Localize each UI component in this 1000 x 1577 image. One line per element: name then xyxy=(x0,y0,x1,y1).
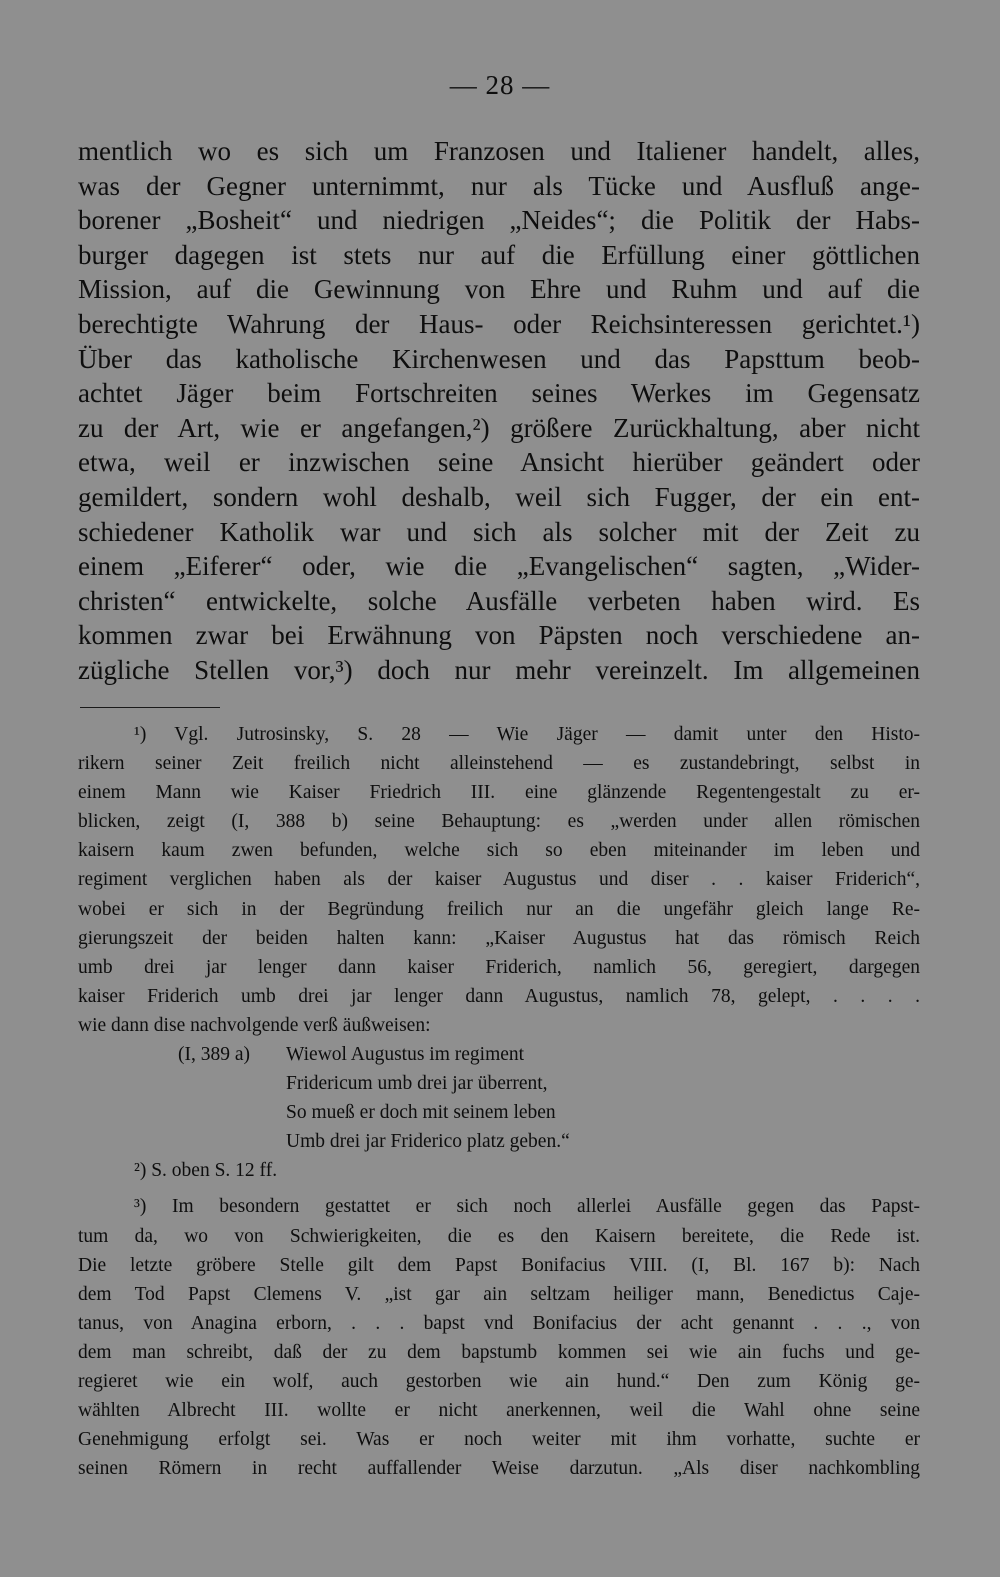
text-line: kommen zwar bei Erwähnung von Päpsten noch verschiedene an- xyxy=(78,620,920,651)
text-line: was der Gegner unternimmt, nur als Tücke und Ausfluß ange- xyxy=(78,170,920,201)
footnote-3-line: Genehmigung erfolgt sei. Was er noch weiter mit ihm vorhatte, suchte er xyxy=(78,1429,920,1451)
text-line: zügliche Stellen vor,³) doch nur mehr vereinzelt. Im allgemeinen xyxy=(78,654,920,685)
footnote-1-line: gierungszeit der beiden halten kann: „Kaiser Augustus hat das römisch Reich xyxy=(78,927,920,949)
text-line: burger dagegen ist stets nur auf die Erfüllung einer göttlichen xyxy=(78,239,920,270)
main-text-body xyxy=(78,134,920,688)
text-line: Über das katholische Kirchenwesen und das Papsttum beob- xyxy=(78,343,920,374)
text-line: mentlich wo es sich um Franzosen und Italiener handelt, alles, xyxy=(78,136,920,166)
footnote-3-line: Die letzte gröbere Stelle gilt dem Papst Bonifacius VIII. (I, Bl. 167 b): Nach xyxy=(78,1254,920,1276)
verse-line: So mueß er doch mit seinem leben xyxy=(286,1102,556,1124)
verse-quotation xyxy=(78,1040,920,1156)
text-line: zu der Art, wie er angefangen,²) größere Zurückhaltung, aber nicht xyxy=(78,412,920,443)
footnote-separator-rule xyxy=(80,707,220,708)
verse-lines xyxy=(286,1040,570,1156)
footnote-1-line: blicken, zeigt (I, 388 b) seine Behauptung: es „werden under allen römischen xyxy=(78,811,920,833)
text-line: gemildert, sondern wohl deshalb, weil sich Fugger, der ein ent- xyxy=(78,481,920,512)
text-line: schiedener Katholik war und sich als solcher mit der Zeit zu xyxy=(78,516,920,547)
text-line: achtet Jäger beim Fortschreiten seines Werkes im Gegensatz xyxy=(78,378,920,409)
footnote-1-line: ¹) Vgl. Jutrosinsky, S. 28 — Wie Jäger — damit unter den Histo- xyxy=(134,724,920,745)
footnotes-section xyxy=(78,720,920,1483)
footnote-3-line: wählten Albrecht III. wollte er nicht anerkennen, weil die Wahl ohne seine xyxy=(78,1400,920,1422)
footnote-3-line: ³) Im besondern gestattet er sich noch allerlei Ausfälle gegen das Papst- xyxy=(134,1196,920,1218)
footnote-3-line: tum da, wo von Schwierigkeiten, die es den Kaisern bereitete, die Rede ist. xyxy=(78,1225,920,1247)
verse-reference: (I, 389 a) xyxy=(178,1044,251,1066)
footnote-1-line: umb drei jar lenger dann kaiser Friderich, namlich 56, geregiert, dargegen xyxy=(78,956,920,978)
text-line: Mission, auf die Gewinnung von Ehre und Ruhm und auf die xyxy=(78,274,920,305)
text-line: etwa, weil er inzwischen seine Ansicht hierüber geändert oder xyxy=(78,447,920,478)
page-number: — 28 — xyxy=(449,70,551,100)
footnote-3-line: dem man schreibt, daß der zu dem bapstumb kommen sei wie ain fuchs und ge- xyxy=(78,1341,920,1363)
footnote-1-line: wie dann dise nachvolgende verß äußweisen: xyxy=(78,1014,431,1036)
verse-line: Umb drei jar Friderico platz geben.“ xyxy=(286,1131,570,1153)
verse-line: Wiewol Augustus im regiment xyxy=(286,1044,525,1066)
text-line: berechtigte Wahrung der Haus- oder Reichsinteressen gerichtet.¹) xyxy=(78,308,920,339)
footnote-1-line: regiment verglichen haben als der kaiser Augustus und diser . . kaiser Friderich“, xyxy=(78,869,920,891)
footnote-1-line: rikern seiner Zeit freilich nicht alleinstehend — es zustandebringt, selbst in xyxy=(78,753,920,775)
text-line: einem „Eiferer“ oder, wie die „Evangelischen“ sagten, „Wider- xyxy=(78,551,920,582)
footnote-1-line: einem Mann wie Kaiser Friedrich III. eine glänzende Regentengestalt zu er- xyxy=(78,782,920,804)
footnote-3-line: tanus, von Anagina erborn, . . . bapst vnd Bonifacius der acht genannt . . ., von xyxy=(78,1312,920,1334)
footnote-1-line: kaisern kaum zwen befunden, welche sich so eben miteinander im leben und xyxy=(78,840,920,862)
footnote-1-line: kaiser Friderich umb drei jar lenger dann Augustus, namlich 78, gelept, . . . . xyxy=(78,985,920,1007)
text-line: christen“ entwickelte, solche Ausfälle verbeten haben wird. Es xyxy=(78,585,920,616)
text-line: borener „Bosheit“ und niedrigen „Neides“; die Politik der Habs- xyxy=(78,205,920,236)
footnote-3-line: dem Tod Papst Clemens V. „ist gar ain seltzam heiliger mann, Benedictus Caje- xyxy=(78,1283,920,1305)
footnote-3-line: seinen Römern in recht auffallender Weise darzutun. „Als diser nachkombling xyxy=(78,1458,920,1480)
footnote-2: ²) S. oben S. 12 ff. xyxy=(134,1160,278,1182)
footnote-3-line: regieret wie ein wolf, auch gestorben wie ain hund.“ Den zum König ge- xyxy=(78,1370,920,1392)
verse-line: Fridericum umb drei jar überrent, xyxy=(286,1073,548,1095)
footnote-1-line: wobei er sich in der Begründung freilich nur an die ungefähr gleich lange Re- xyxy=(78,898,920,920)
